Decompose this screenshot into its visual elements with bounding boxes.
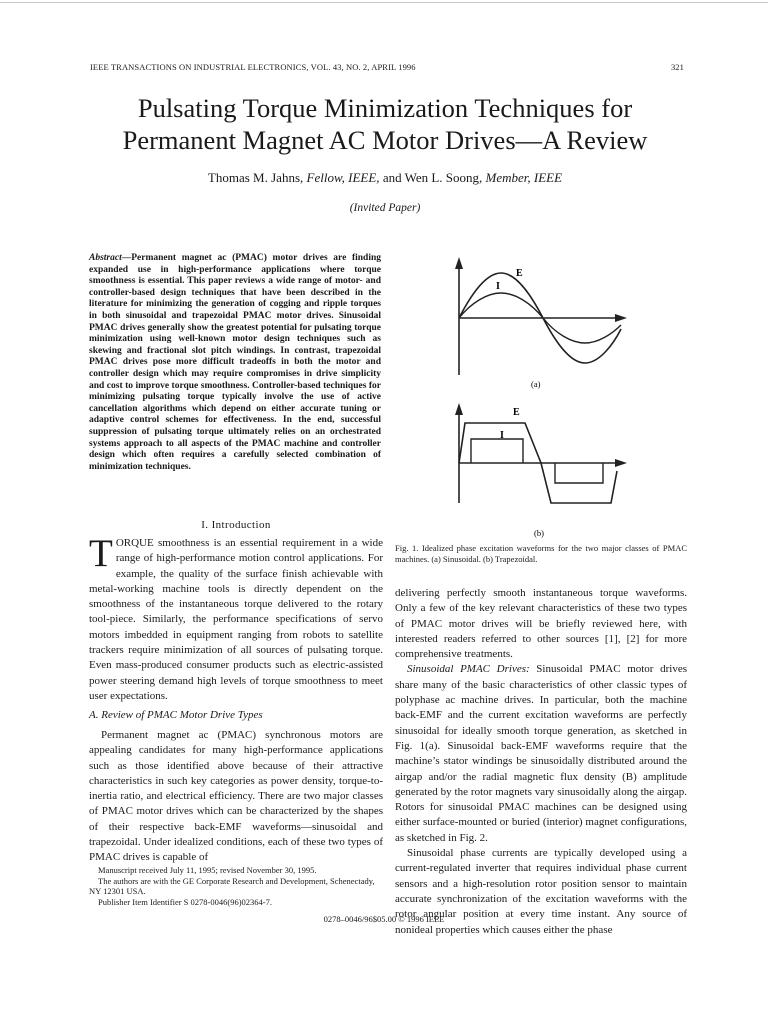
abstract-text: Permanent magnet ac (PMAC) motor drives are finding expanded use in high-performance applications where torque smoothness is essential. This paper reviews a wide range of motor- and controller-based design techniques that have been described in the literature for minimizing the generation of cogging and ripple torques in both sinusoidal and trapezoidal PMAC motor drives. Sinusoidal PMAC drives generally show the greatest potential for pulsating torque minimization using well-known motor design techniques such as skewing and fractional slot pitch windings. In contrast, trapezoidal PMAC drives pose more difficult tradeoffs in both the motor and controller design which may require compromises in drive simplicity and cost to improve torque smoothness. Controller-based techniques for minimizing pulsating torque typically involve the use of active cancellation algorithms which depend on either accurate tuning or adaptive control schemes for effectiveness. In the end, successful suppression of pulsating torque ultimately relies on an orchestrated systems approach to all aspects of the PMAC machine and controller design which often requires a carefully selected combination of minimization techniques. — [89, 253, 381, 472]
footnote-3: Publisher Item Identifier S 0278-0046(96)02364-7. — [98, 896, 272, 907]
introduction-paragraph — [89, 532, 383, 704]
drop-cap: T — [89, 532, 113, 575]
abstract — [89, 253, 381, 473]
abstract-label: Abstract— — [89, 253, 132, 263]
top-rule — [0, 2, 768, 3]
invited-note: (Invited Paper) — [349, 202, 421, 214]
title-line-1: Pulsating Torque Minimization Techniques for — [137, 93, 633, 123]
right-paragraph-3: Sinusoidal phase currents are typically developed using a current-regulated inverter that requires individual phase current sensors and a high-resolution rotor position sensor to maintain accurate synchronization of the excitation waveforms with the rotor angular position at every time instant. Any source of nonideal properties which causes either the phase — [395, 847, 687, 936]
subfigure-label-a: (a) — [531, 379, 541, 389]
author-1: Thomas M. Jahns, — [207, 170, 304, 185]
footnote-2: The authors are with the GE Corporate Research and Development, Schenectady, NY 12301 USA. — [89, 875, 375, 897]
arrow-right-a — [615, 314, 627, 322]
title-line-2: Permanent Magnet AC Motor Drives—A Review — [122, 125, 648, 155]
trapezoidal-panel — [455, 403, 627, 538]
right-paragraph-2 — [395, 662, 687, 846]
figure-caption: Fig. 1. Idealized phase excitation waveforms for the two major classes of PMAC machines. (a) Sinusoidal. (b) Trapezoidal. — [395, 543, 687, 564]
subsection-heading: A. Review of PMAC Motor Drive Types — [89, 709, 263, 721]
footnotes — [89, 865, 383, 907]
copyright-line: 0278–0046/96$05.00 © 1996 IEEE — [323, 914, 445, 924]
current-pulse-positive — [471, 439, 523, 463]
subfigure-label-b: (b) — [534, 528, 544, 538]
right-paragraph-1: delivering perfectly smooth instantaneous torque waveforms. Only a few of the key relevant characteristics of these two types of PMAC motor drives will be briefly reviewed here, with interested readers referred to other sources [1], [2] for more comprehensive treatments. — [395, 587, 687, 661]
journal-citation: IEEE TRANSACTIONS ON INDUSTRIAL ELECTRONICS, VOL. 43, NO. 2, APRIL 1996 — [90, 62, 416, 72]
author-line — [40, 170, 730, 186]
author-1-role: Fellow, IEEE, — [306, 170, 380, 185]
arrow-right-b — [615, 459, 627, 467]
waveform-figure — [395, 245, 685, 545]
footnote-1: Manuscript received July 11, 1995; revised November 30, 1995. — [98, 865, 317, 875]
label-i-b: I — [500, 430, 504, 441]
subsection-paragraph: Permanent magnet ac (PMAC) synchronous motors are appealing candidates for many high-performance applications such as those identified above because of their attractive characteristics in such key categories as power density, torque-to-inertia ratio, and electrical efficiency. There are two major classes of PMAC motor drives which can be characterized by the shapes of their respective back-EMF waveforms—sinusoidal and trapezoidal. Under idealized conditions, each of these two types of PMAC drives is capable of — [89, 729, 383, 864]
paragraph-heading-sinusoidal: Sinusoidal PMAC Drives: — [407, 663, 530, 676]
arrow-up-b — [455, 403, 463, 415]
sinusoidal-panel — [455, 257, 627, 389]
arrow-up-a — [455, 257, 463, 269]
label-i-a: I — [496, 281, 500, 292]
label-e-a: E — [516, 268, 523, 279]
section-heading-introduction: I. Introduction — [201, 519, 271, 531]
page-number: 321 — [670, 62, 684, 72]
paper-title — [40, 92, 730, 156]
author-2: and Wen L. Soong, — [382, 170, 483, 185]
right-paragraph-2-text: Sinusoidal PMAC motor drives share many of the basic characteristics of other classic types of polyphase ac machine drives. In particular, both the machine back-EMF and the current excitation waveforms are perfectly sinusoidal for ideally smooth torque generation, as sketched in Fig. 1(a). Sinusoidal back-EMF waveforms require that the machine’s stator windings be sinusoidally distributed around the airgap and/or the radial magnetic flux density (B) amplitude generated by the rotor magnets vary sinusoidally along the airgap. Rotors for sinusoidal PMAC machines can be designed using either surface-mounted or buried (interior) magnet configurations, as sketched in Fig. 2. — [395, 663, 687, 844]
current-pulse-negative — [555, 463, 603, 483]
label-e-b: E — [513, 407, 520, 418]
figure-1 — [395, 245, 685, 545]
introduction-text: ORQUE smoothness is an essential requirement in a wide range of high-performance motion control applications. For example, the quality of the surface finish achievable with metal-working machine tools is directly dependent on the smoothness of the instantaneous torque delivered to the rotary tool-piece. Similarly, the performance specifications of servo motors imbedded in equipment ranging from robots to satellite trackers require minimization of all sources of pulsating torque. Even mass-produced consumer products such as electric-assisted power steering demand high levels of torque smoothness to meet user expectations. — [89, 537, 383, 702]
right-column-text — [395, 586, 687, 938]
author-2-role: Member, IEEE — [485, 170, 563, 185]
